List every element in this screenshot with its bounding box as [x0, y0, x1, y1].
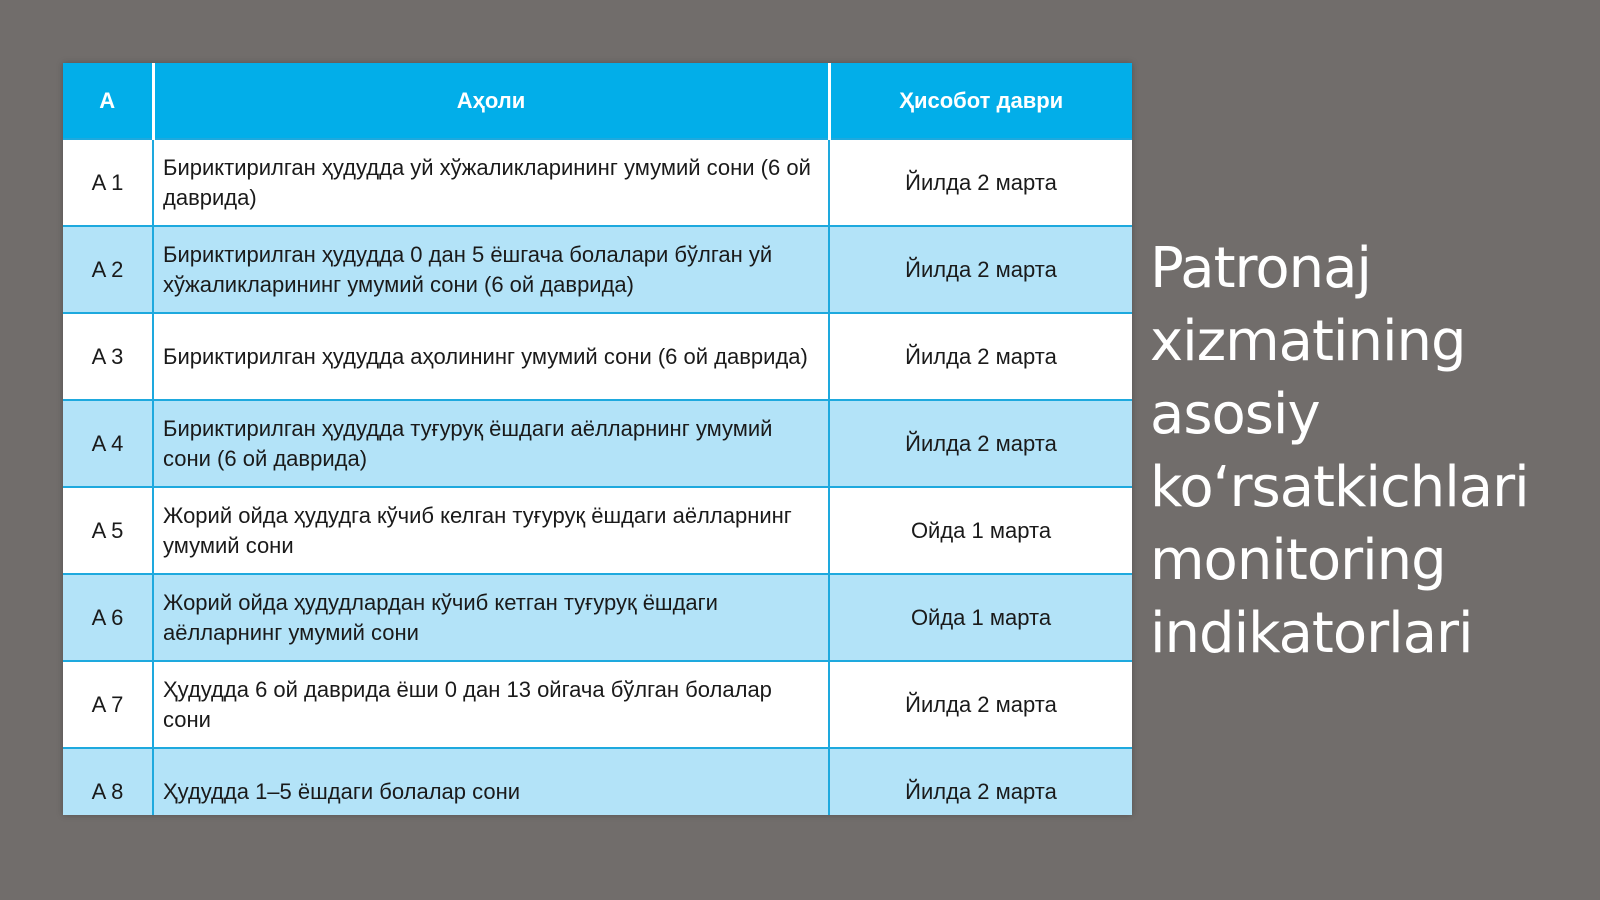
indicators-table-container	[63, 63, 1132, 815]
row-code: A 3	[63, 313, 153, 400]
table-row	[63, 748, 1132, 815]
slide-title	[1150, 232, 1590, 670]
table-row	[63, 400, 1132, 487]
row-period: Йилда 2 марта	[829, 748, 1132, 815]
slide-title-line: Patronaj	[1150, 236, 1371, 301]
table-header-row	[63, 63, 1132, 139]
indicators-table	[63, 63, 1132, 815]
slide-title-line: indikatorlari	[1150, 601, 1473, 666]
table-row	[63, 574, 1132, 661]
row-period: Йилда 2 марта	[829, 661, 1132, 748]
row-code: A 4	[63, 400, 153, 487]
table-row	[63, 313, 1132, 400]
row-code: A 8	[63, 748, 153, 815]
table-row	[63, 226, 1132, 313]
row-description: Бириктирилган ҳудудда уй хўжаликларининг умумий сони (6 ой даврида)	[153, 139, 829, 226]
row-code: A 5	[63, 487, 153, 574]
row-period: Ойда 1 марта	[829, 487, 1132, 574]
row-period: Йилда 2 марта	[829, 400, 1132, 487]
row-description: Бириктирилган ҳудудда аҳолининг умумий сони (6 ой даврида)	[153, 313, 829, 400]
table-row	[63, 661, 1132, 748]
row-code: A 7	[63, 661, 153, 748]
column-header-code: A	[63, 63, 153, 139]
table-row	[63, 487, 1132, 574]
table-row	[63, 139, 1132, 226]
row-code: A 2	[63, 226, 153, 313]
column-header-report-period: Ҳисобот даври	[829, 63, 1132, 139]
row-code: A 1	[63, 139, 153, 226]
row-description: Бириктирилган ҳудудда туғуруқ ёшдаги аёлларнинг умумий сони (6 ой даврида)	[153, 400, 829, 487]
row-description: Ҳудудда 6 ой даврида ёши 0 дан 13 ойгача бўлган болалар сони	[153, 661, 829, 748]
row-description: Бириктирилган ҳудудда 0 дан 5 ёшгача болалари бўлган уй хўжаликларининг умумий сони (6 ой даврида)	[153, 226, 829, 313]
slide-title-line: monitoring	[1150, 528, 1446, 593]
row-period: Ойда 1 марта	[829, 574, 1132, 661]
row-code: A 6	[63, 574, 153, 661]
row-period: Йилда 2 марта	[829, 313, 1132, 400]
column-header-population: Аҳоли	[153, 63, 829, 139]
row-period: Йилда 2 марта	[829, 226, 1132, 313]
row-period: Йилда 2 марта	[829, 139, 1132, 226]
row-description: Жорий ойда ҳудудга кўчиб келган туғуруқ ёшдаги аёлларнинг умумий сони	[153, 487, 829, 574]
slide-title-line: xizmatining	[1150, 309, 1466, 374]
row-description: Ҳудудда 1–5 ёшдаги болалар сони	[153, 748, 829, 815]
slide-title-line: ko‘rsatkichlari	[1150, 455, 1529, 520]
row-description: Жорий ойда ҳудудлардан кўчиб кетган туғуруқ ёшдаги аёлларнинг умумий сони	[153, 574, 829, 661]
slide-title-line: asosiy	[1150, 382, 1320, 447]
